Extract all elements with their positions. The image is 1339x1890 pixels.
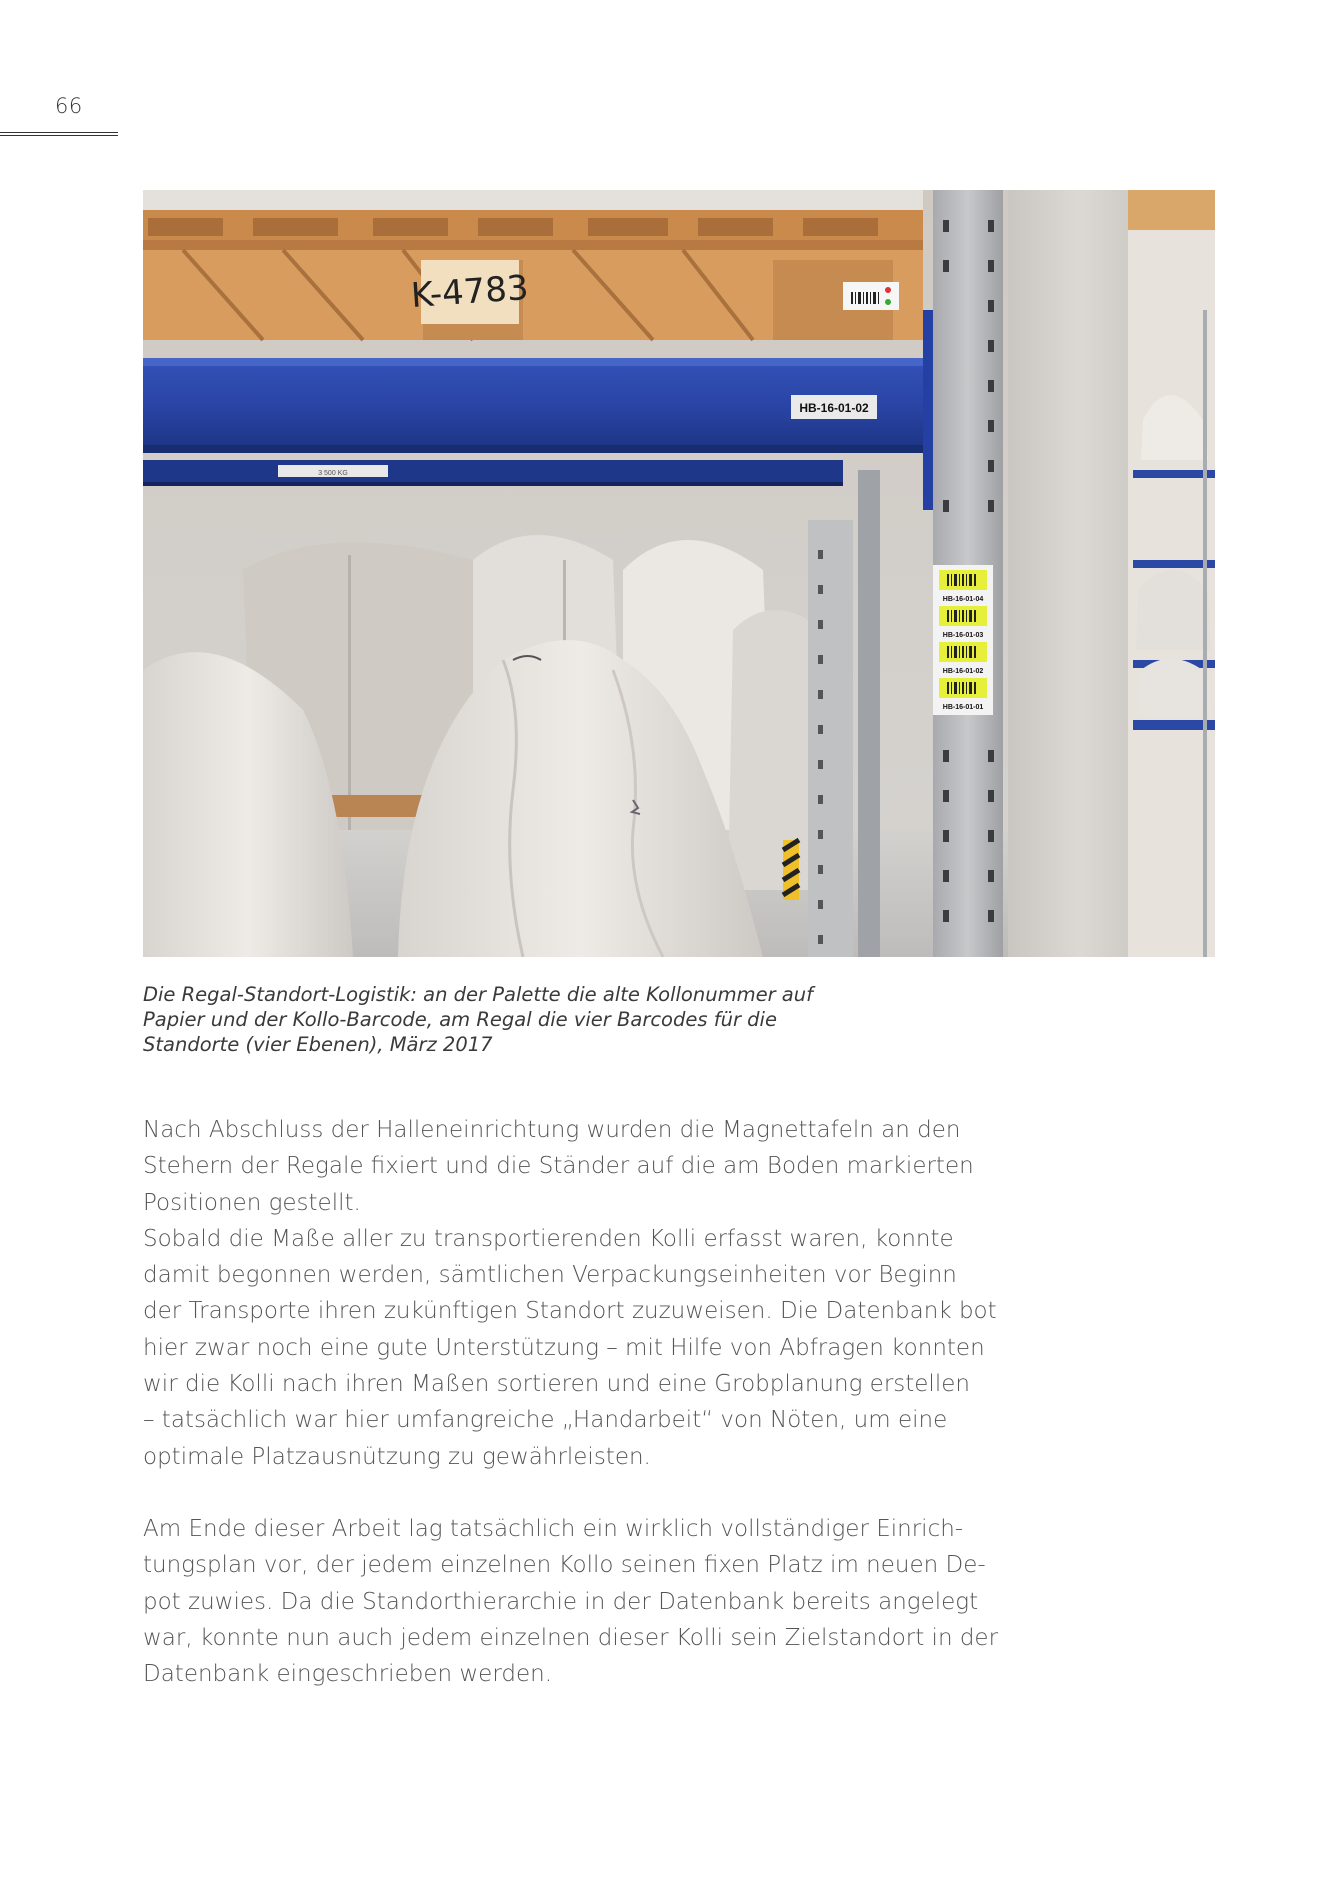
text-line: Positionen gestellt. [143,1189,361,1216]
text-line: – tatsächlich war hier umfangreiche „Handarbeit“ von Nöten, um eine [143,1407,948,1434]
header-rule-bottom [0,135,118,136]
text-line: hier zwar noch eine gute Unterstützung – mit Hilfe von Abfragen konnten [143,1334,985,1361]
paragraph-1 [143,1112,1043,1475]
header-rule-top [0,132,118,133]
text-line: war, konnte nun auch jedem einzelnen dieser Kolli sein Zielstandort in der [143,1624,999,1651]
body-text [143,1112,1043,1692]
text-line: Sobald die Maße aller zu transportierenden Kolli erfasst waren, konnte [143,1225,954,1252]
text-line: damit begonnen werden, sämtlichen Verpackungseinheiten vor Beginn [143,1262,957,1289]
warehouse-photo [143,190,1215,957]
warehouse-photo-illustration [143,190,1215,957]
caption-line: Die Regal-Standort-Logistik: an der Palette die alte Kollonummer auf [143,983,813,1006]
caption-line: Papier und der Kollo-Barcode, am Regal die vier Barcodes für die [143,1008,777,1031]
text-line: Datenbank eingeschrieben werden. [143,1661,553,1688]
text-line: Am Ende dieser Arbeit lag tatsächlich ein wirklich vollständiger Einrich- [143,1515,964,1542]
text-line: wir die Kolli nach ihren Maßen sortieren und eine Grobplanung erstellen [143,1371,970,1398]
text-line: optimale Platzausnützung zu gewährleisten. [143,1443,651,1470]
page-number: 66 [55,94,83,118]
caption-line: Standorte (vier Ebenen), März 2017 [143,1033,493,1056]
text-line: der Transporte ihren zukünftigen Standort zuzuweisen. Die Datenbank bot [143,1298,997,1325]
upright-label-1: HB-16-01-04 [942,596,984,603]
upright-label-3: HB-16-01-02 [942,668,984,675]
paragraph-2 [143,1511,1043,1692]
upright-label-2: HB-16-01-03 [942,632,984,639]
beam-label-text: HB-16-01-02 [799,401,869,415]
text-line: Nach Abschluss der Halleneinrichtung wurden die Magnettafeln an den [143,1117,961,1143]
photo-caption [143,982,903,1057]
paragraph-spacer [143,1475,1043,1511]
text-line: tungsplan vor, der jedem einzelnen Kollo seinen fixen Platz im neuen De- [143,1552,986,1579]
upright-label-4: HB-16-01-01 [942,704,984,711]
pallet-label-text: K-4783 [409,267,530,317]
weight-sign-text: 3 500 KG [318,470,348,477]
text-line: pot zuwies. Da die Standorthierarchie in der Datenbank bereits angelegt [143,1588,979,1615]
text-line: Stehern der Regale fixiert und die Ständer auf die am Boden markierten [143,1153,974,1180]
